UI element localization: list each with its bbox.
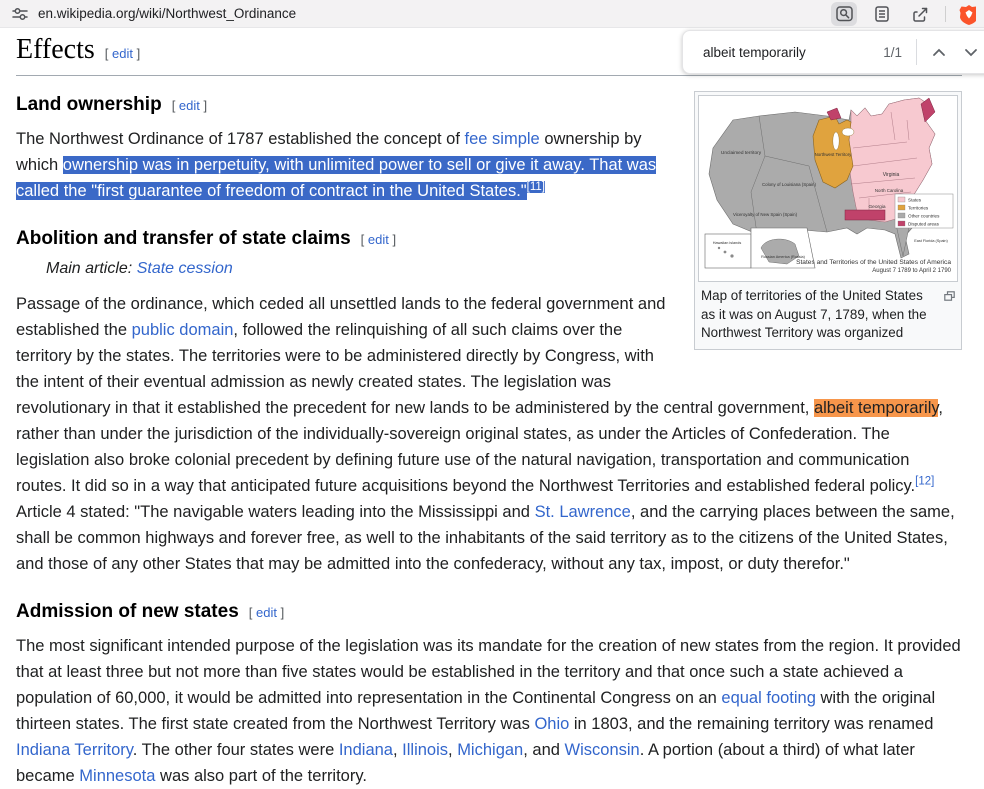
map-footer-dates: August 7 1789 to April 2 1790 <box>872 268 951 274</box>
text-segment: , and the carrying places between the same, shall be common highways and forever free, as well to the inhabitants of the said territory as to the citizens of the United States, and those of any other States that may be admitted into the confederacy, without any tax, impost, or duty therefor." <box>16 503 955 573</box>
section-heading-admission <box>16 601 962 623</box>
paragraph-admission <box>16 633 962 789</box>
url-bar[interactable]: en.wikipedia.org/wiki/Northwest_Ordinance <box>38 6 297 21</box>
wiki-link[interactable]: [12] <box>915 475 935 488</box>
wiki-link[interactable]: Illinois <box>402 741 449 759</box>
find-input[interactable] <box>701 44 883 61</box>
text-segment: Article 4 stated: "The navigable waters leading into the Mississippi and <box>16 503 535 521</box>
map-label-louisiana: Colony of Louisiana (Spain) <box>762 182 816 187</box>
toolbar-divider <box>945 6 946 22</box>
map-label-russian-america: Russian America (Russia) <box>761 255 805 259</box>
svg-text:Disputed areas: Disputed areas <box>908 221 939 227</box>
text-segment: Passage of the ordinance, which ceded all unsettled lands to the federal government and established the <box>16 295 666 339</box>
text-segment: in 1803, and the remaining territory was renamed <box>569 715 934 733</box>
text-segment: The Northwest Ordinance of 1787 established the concept of <box>16 130 465 148</box>
wiki-link[interactable]: Wisconsin <box>564 741 640 759</box>
find-highlight: albeit temporarily <box>813 399 939 417</box>
map-label-north-carolina: North Carolina <box>874 188 904 193</box>
find-in-page-icon[interactable] <box>831 2 857 26</box>
magnify-icon[interactable] <box>944 289 955 308</box>
svg-text:States: States <box>908 197 922 203</box>
text-segment: . A portion (about a third) of what later became <box>16 741 915 785</box>
find-bar <box>682 30 984 74</box>
thumbnail-caption <box>698 282 958 346</box>
map-label-east-florida: East Florida (Spain) <box>914 239 948 243</box>
map-legend <box>895 194 953 228</box>
wiki-link[interactable]: public domain <box>131 321 234 339</box>
heading-text: Land ownership <box>16 94 162 115</box>
reader-mode-icon[interactable] <box>869 2 895 26</box>
heading-text: Abolition and transfer of state claims <box>16 228 351 249</box>
heading-text: Effects <box>16 34 95 65</box>
text-segment: , and <box>523 741 565 759</box>
main-article-link[interactable]: State cession <box>136 260 233 277</box>
map-label-new-spain: Viceroyalty of New Spain (Spain) <box>732 212 798 217</box>
edit-link[interactable]: [ edit ] <box>360 232 397 247</box>
map-label-hawaiian: Hawaiian islands <box>712 241 742 245</box>
text-segment: was also part of the territory. <box>155 767 367 785</box>
wiki-link[interactable]: equal footing <box>721 689 816 707</box>
edit-link[interactable]: [ edit ] <box>171 98 208 113</box>
wiki-link[interactable]: Minnesota <box>79 767 156 785</box>
wiki-link[interactable]: Michigan <box>457 741 524 759</box>
caption-text: Map of territories of the United States as it was on August 7, 1789, when the Northwest Territory was organized <box>701 288 927 340</box>
svg-text:Other countries: Other countries <box>908 213 940 219</box>
text-segment: ownership by which <box>16 130 642 174</box>
map-thumbnail <box>694 91 962 350</box>
text-segment: , rather than under the jurisdiction of the individually-sovereign original states, as under the Articles of Confederation. The legislation also broke colonial precedent by defining future use of the natural navigation, transportation and communication routes. It did so in a way that anticipated future acquisitions beyond the Northwest Territories and established federal policy. <box>16 399 943 495</box>
text-segment: , followed the relinquishing of all such claims over the territory by the states. The territories were to be administered directly by Congress, with the intent of their eventual admission as newly created states. The legislation was revolutionary in that it established the precedent for new lands to be administered by the central government, <box>16 321 814 417</box>
edit-link[interactable]: [ edit ] <box>248 605 285 620</box>
edit-link[interactable]: [ edit ] <box>104 46 141 61</box>
map-label-georgia: Georgia <box>868 205 886 210</box>
text-segment: , <box>392 741 403 759</box>
map-image[interactable] <box>698 95 958 282</box>
find-previous-button[interactable] <box>923 36 955 68</box>
text-segment: . The other four states were <box>132 741 339 759</box>
heading-text: Admission of new states <box>16 601 239 622</box>
find-next-button[interactable] <box>955 36 984 68</box>
text-segment: with the original thirteen states. The first state created from the Northwest Territory was <box>16 689 936 733</box>
map-label-unclaimed: Unclaimed territory <box>720 151 762 156</box>
selected-text: ownership was in perpetuity, with unlimited power to sell or give it away. That was called the "first guarantee of freedom of contract in the United States." <box>16 156 657 200</box>
map-label-virginia: Virginia <box>882 172 900 178</box>
site-settings-icon[interactable] <box>12 7 28 21</box>
map-footer-title: States and Territories of the United States of America <box>796 259 951 266</box>
text-segment: , <box>448 741 458 759</box>
wiki-link[interactable]: Ohio <box>534 715 570 733</box>
wiki-link[interactable]: [11] <box>526 180 545 193</box>
find-bar-divider <box>916 39 917 65</box>
browser-toolbar <box>0 0 984 28</box>
wiki-link[interactable]: St. Lawrence <box>534 503 631 521</box>
map-label-northwest: Northwest Territory <box>814 152 852 157</box>
article-content <box>0 28 984 789</box>
svg-text:Territories: Territories <box>908 205 929 211</box>
wiki-link[interactable]: fee simple <box>464 130 540 148</box>
wiki-link[interactable]: Indiana Territory <box>16 741 133 759</box>
find-match-count: 1/1 <box>883 44 902 60</box>
brave-shield-icon[interactable] <box>958 3 976 25</box>
share-icon[interactable] <box>907 2 933 26</box>
wiki-link[interactable]: Indiana <box>338 741 393 759</box>
text-segment: The most significant intended purpose of the legislation was its mandate for the creation of new states from the region. It provided that at least three but not more than five states would be established in the territory and that once such a state achieved a population of 60,000, it would be admitted into representation in the Continental Congress on an <box>16 637 961 707</box>
main-article-note: Main article: State cession <box>46 260 233 277</box>
